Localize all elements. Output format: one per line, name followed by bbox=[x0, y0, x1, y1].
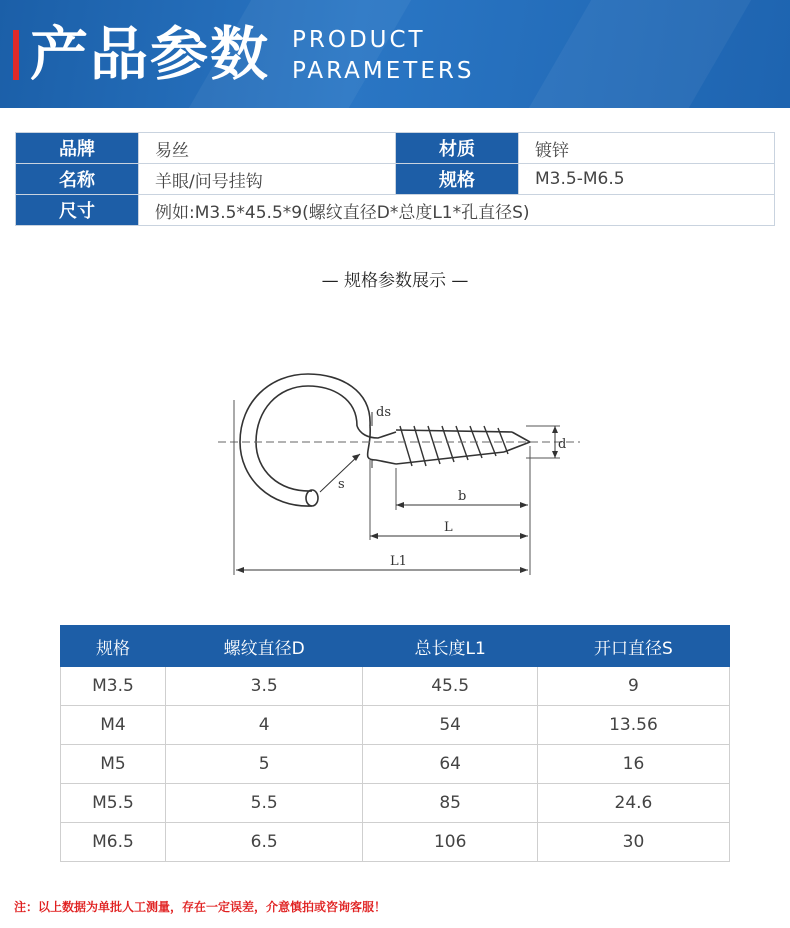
label-d: d bbox=[558, 437, 567, 452]
disclaimer-note: 注：以上数据为单批人工测量，存在一定误差，介意慎拍或咨询客服！ bbox=[14, 900, 387, 914]
section-title: — 规格参数展示 — bbox=[321, 271, 469, 291]
header-thread-diameter: 螺纹直径D bbox=[165, 626, 362, 667]
header-opening-diameter: 开口直径S bbox=[537, 626, 729, 667]
screw-eye-diagram bbox=[200, 360, 590, 590]
cell-spec: M5 bbox=[61, 745, 166, 784]
info-row bbox=[16, 133, 775, 164]
cell-total-length: 85 bbox=[363, 784, 537, 823]
header-total-length: 总长度L1 bbox=[363, 626, 537, 667]
hook-inner bbox=[256, 386, 357, 491]
cell-opening-diameter: 30 bbox=[537, 823, 729, 862]
header-spec: 规格 bbox=[61, 626, 166, 667]
header-banner bbox=[0, 0, 790, 108]
material-label: 材质 bbox=[396, 133, 519, 164]
spec-table bbox=[60, 625, 730, 862]
hook-tip bbox=[306, 490, 318, 506]
info-row bbox=[16, 164, 775, 195]
table-row bbox=[61, 706, 730, 745]
info-row bbox=[16, 195, 775, 226]
name-value: 羊眼/问号挂钩 bbox=[139, 164, 396, 195]
cell-total-length: 106 bbox=[363, 823, 537, 862]
name-label: 名称 bbox=[16, 164, 139, 195]
accent-bar bbox=[13, 30, 19, 80]
cell-opening-diameter: 24.6 bbox=[537, 784, 729, 823]
label-s: s bbox=[338, 477, 345, 492]
cell-total-length: 64 bbox=[363, 745, 537, 784]
spec-value: M3.5-M6.5 bbox=[519, 164, 775, 195]
shank-neck-bottom bbox=[368, 426, 396, 464]
label-ds: ds bbox=[376, 405, 391, 420]
banner-title-en-2: PARAMETERS bbox=[292, 58, 475, 84]
cell-spec: M6.5 bbox=[61, 823, 166, 862]
shank-bottom bbox=[396, 452, 504, 464]
cell-spec: M3.5 bbox=[61, 667, 166, 706]
cell-opening-diameter: 16 bbox=[537, 745, 729, 784]
label-b: b bbox=[458, 489, 467, 504]
size-value: 例如:M3.5*45.5*9(螺纹直径D*总度L1*孔直径S) bbox=[139, 195, 775, 226]
cell-opening-diameter: 13.56 bbox=[537, 706, 729, 745]
cell-thread-diameter: 6.5 bbox=[165, 823, 362, 862]
cell-total-length: 54 bbox=[363, 706, 537, 745]
label-L: L bbox=[444, 520, 453, 535]
product-info-table bbox=[15, 132, 775, 226]
banner-decoration bbox=[529, 0, 751, 108]
banner-title-en-1: PRODUCT bbox=[292, 27, 426, 53]
banner-title-cn: 产品参数 bbox=[30, 20, 271, 88]
spec-label: 规格 bbox=[396, 164, 519, 195]
cell-opening-diameter: 9 bbox=[537, 667, 729, 706]
cell-spec: M5.5 bbox=[61, 784, 166, 823]
size-label: 尺寸 bbox=[16, 195, 139, 226]
cell-total-length: 45.5 bbox=[363, 667, 537, 706]
table-row bbox=[61, 667, 730, 706]
cell-thread-diameter: 5.5 bbox=[165, 784, 362, 823]
material-value: 镀锌 bbox=[519, 133, 775, 164]
cell-thread-diameter: 4 bbox=[165, 706, 362, 745]
table-row bbox=[61, 784, 730, 823]
cell-thread-diameter: 3.5 bbox=[165, 667, 362, 706]
spec-table-header bbox=[61, 626, 730, 667]
cell-spec: M4 bbox=[61, 706, 166, 745]
label-L1: L1 bbox=[390, 554, 407, 569]
hook-outer bbox=[240, 374, 370, 506]
brand-value: 易丝 bbox=[139, 133, 396, 164]
shank-neck-top bbox=[357, 426, 396, 438]
table-row bbox=[61, 745, 730, 784]
table-row bbox=[61, 823, 730, 862]
shank-top bbox=[396, 430, 512, 432]
brand-label: 品牌 bbox=[16, 133, 139, 164]
cell-thread-diameter: 5 bbox=[165, 745, 362, 784]
